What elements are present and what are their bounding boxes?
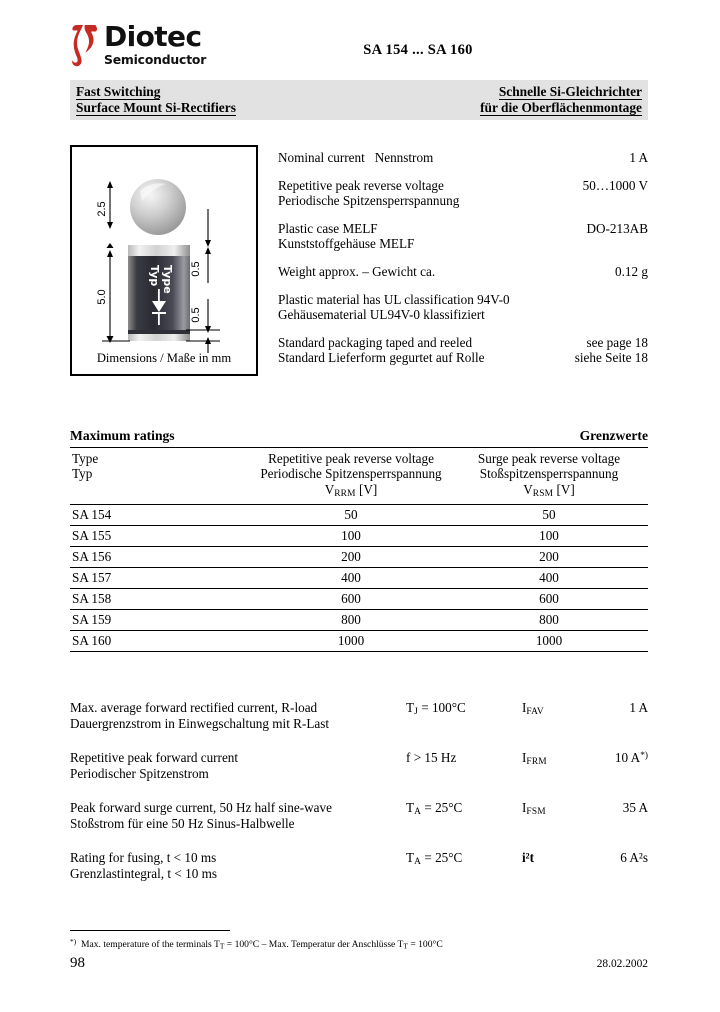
value-text: 1 A <box>629 700 648 715</box>
spec-label-de: Gehäusematerial UL94V-0 klassifiziert <box>278 307 485 323</box>
logo-subtitle: Semiconductor <box>104 52 207 67</box>
vrrm-unit: [V] <box>358 481 378 497</box>
title-de-line2-row <box>480 100 642 116</box>
footnote <box>70 936 648 953</box>
col-header-vrrm <box>252 448 450 505</box>
title-en-line1: Fast Switching <box>76 84 161 99</box>
param-value <box>623 800 648 816</box>
electrical-parameters <box>70 700 648 900</box>
footnote-divider <box>70 930 230 931</box>
param-desc-en: Max. average forward rectified current, R-load <box>70 700 318 715</box>
param-desc-de: Grenzlastintegral, t < 10 ms <box>70 865 217 881</box>
cell-type: SA 155 <box>70 526 252 547</box>
cond-rest: = 100°C <box>417 700 466 715</box>
vrsm-unit: [V] <box>556 481 575 497</box>
cell-type: SA 159 <box>70 610 252 631</box>
table-row <box>70 610 648 631</box>
cell-vrsm: 400 <box>450 568 648 589</box>
spec-weight <box>278 264 648 280</box>
param-condition <box>406 700 516 717</box>
cond-subscript: A <box>414 857 422 868</box>
col-header-vrsm <box>450 448 648 505</box>
param-symbol <box>522 850 592 866</box>
spec-label-de: Kunststoffgehäuse MELF <box>278 236 415 252</box>
spec-value: 50…1000 V <box>582 177 648 193</box>
param-symbol <box>522 800 592 817</box>
svg-text:0.5: 0.5 <box>190 307 202 323</box>
document-date: 28.02.2002 <box>596 958 648 970</box>
footnote-sub-b: T <box>403 941 408 951</box>
cond-symbol: f <box>406 750 411 765</box>
spec-label-en: Plastic case MELF <box>278 220 378 236</box>
svg-text:5.0: 5.0 <box>96 289 108 305</box>
table-row <box>70 505 648 526</box>
specifications-list <box>278 150 648 375</box>
param-row-iFAV <box>70 700 648 750</box>
cond-subscript: J <box>414 707 418 718</box>
cell-type: SA 154 <box>70 505 252 526</box>
spec-plastic-case <box>278 221 648 252</box>
param-desc-en: Repetitive peak forward current <box>70 750 239 765</box>
vrsm-sym: V <box>523 481 533 497</box>
param-description <box>70 750 400 781</box>
param-desc-de: Periodischer Spitzenstrom <box>70 765 209 781</box>
diotec-flame-icon <box>70 22 100 68</box>
spec-standard-packaging <box>278 335 648 366</box>
col-header-vrsm-de: Stoßspitzensperrspannung <box>479 466 619 482</box>
svg-text:0.5: 0.5 <box>190 261 202 277</box>
table-row <box>70 568 648 589</box>
spec-label-en: Nominal current <box>278 150 365 165</box>
diotec-logo <box>70 22 206 68</box>
page-number: 98 <box>70 955 85 971</box>
spec-label-de: Periodische Spitzensperrspannung <box>278 193 460 209</box>
table-row <box>70 631 648 652</box>
melf-package-drawing <box>72 147 256 374</box>
param-desc-en: Peak forward surge current, 50 Hz half sine-wave <box>70 800 332 815</box>
cell-vrsm: 200 <box>450 547 648 568</box>
cell-vrrm: 100 <box>252 526 450 547</box>
cond-symbol: T <box>406 700 415 715</box>
cell-type: SA 156 <box>70 547 252 568</box>
table-row <box>70 547 648 568</box>
package-drawing-box <box>70 145 258 376</box>
param-symbol <box>522 700 592 717</box>
spec-ul-classification <box>278 292 648 323</box>
logo-wordmark <box>104 22 206 67</box>
col-header-type <box>70 448 252 505</box>
spec-label-en: Plastic material has UL classification 94V-0 <box>278 291 510 307</box>
cell-vrrm: 600 <box>252 589 450 610</box>
footnote-marker: *) <box>70 937 77 946</box>
param-condition <box>406 850 516 867</box>
title-band-german <box>480 84 642 116</box>
title-band <box>70 80 648 120</box>
cell-vrrm: 400 <box>252 568 450 589</box>
symbol-subscript: FAV <box>526 707 544 718</box>
param-row-i2t <box>70 850 648 900</box>
title-de-line1-row <box>480 84 642 100</box>
ratings-title-en: Maximum ratings <box>70 428 175 443</box>
spec-value-de: siehe Seite 18 <box>574 350 648 366</box>
footnote-sub-a: T <box>219 941 225 951</box>
table-row <box>70 526 648 547</box>
symbol-base: I <box>522 700 527 715</box>
spec-label: Weight approx. – Gewicht ca. <box>278 263 436 279</box>
spec-value-en: see page 18 <box>586 334 648 350</box>
param-condition <box>406 800 516 817</box>
cond-subscript: A <box>414 807 422 818</box>
param-row-iFSM <box>70 800 648 850</box>
cond-symbol: T <box>406 800 415 815</box>
title-en-line2: Surface Mount Si-Rectifiers <box>76 100 236 115</box>
spec-value: DO-213AB <box>586 220 648 236</box>
part-number-range: SA 154 ... SA 160 <box>363 42 473 58</box>
param-desc-de: Dauergrenzstrom in Einwegschaltung mit R-Last <box>70 715 330 731</box>
maximum-ratings-section <box>70 428 648 652</box>
cell-vrsm: 1000 <box>450 631 648 652</box>
cell-vrrm: 800 <box>252 610 450 631</box>
title-band-english <box>76 84 236 116</box>
cell-vrsm: 50 <box>450 505 648 526</box>
title-en-line1-row <box>76 84 236 100</box>
cond-rest: > 15 Hz <box>410 750 457 765</box>
cell-vrsm: 600 <box>450 589 648 610</box>
svg-text:Typ: Typ <box>148 265 161 287</box>
title-de-line2: für die Oberflächenmontage <box>480 100 642 115</box>
spec-label <box>278 292 648 323</box>
logo-name: Diotec <box>104 20 202 53</box>
table-row <box>70 589 648 610</box>
col-header-type-de: Typ <box>72 466 93 482</box>
spec-label <box>278 150 648 166</box>
col-header-vrrm-symbol <box>325 482 378 497</box>
cond-rest: = 25°C <box>421 800 463 815</box>
col-header-vrsm-symbol <box>523 482 575 497</box>
cell-vrrm: 50 <box>252 505 450 526</box>
footnote-text-a: Max. temperature of the terminals T <box>80 939 220 951</box>
param-value <box>615 750 648 766</box>
col-header-vrsm-en: Surge peak reverse voltage <box>477 451 621 466</box>
svg-text:2.5: 2.5 <box>96 201 108 217</box>
param-desc-en: Rating for fusing, t < 10 ms <box>70 850 217 865</box>
footnote-text-c: = 100°C <box>407 939 443 951</box>
vrrm-sub: RRM <box>334 488 356 499</box>
cell-vrsm: 100 <box>450 526 648 547</box>
spec-label-de: Standard Lieferform gegurtet auf Rolle <box>278 350 485 366</box>
spec-label-en: Standard packaging taped and reeled <box>278 334 473 350</box>
col-header-type-en: Type <box>72 451 99 466</box>
ratings-table <box>70 448 648 652</box>
ratings-title-row <box>70 428 648 448</box>
spec-nominal-current <box>278 150 648 166</box>
drawing-caption: Dimensions / Maße in mm <box>96 351 232 365</box>
svg-text:Type: Type <box>161 265 174 294</box>
col-header-vrrm-en: Repetitive peak reverse voltage <box>268 451 434 466</box>
spec-value: 0.12 g <box>615 263 648 279</box>
value-text: 35 A <box>622 800 648 815</box>
param-condition <box>406 750 516 767</box>
vrrm-sym: V <box>324 481 335 497</box>
cell-type: SA 160 <box>70 631 252 652</box>
title-en-line2-row <box>76 100 236 116</box>
ratings-table-head <box>70 448 648 505</box>
cell-vrrm: 1000 <box>252 631 450 652</box>
footnote-text-b: = 100°C – Max. Temperatur der Anschlüsse <box>224 939 398 951</box>
value-text: 10 A <box>614 750 641 765</box>
symbol-subscript: FSM <box>526 807 546 818</box>
title-de-line1: Schnelle Si-Gleichrichter <box>498 84 642 99</box>
footnote-sym-b: T <box>397 939 404 951</box>
param-row-iFRM <box>70 750 648 800</box>
masthead <box>70 20 648 76</box>
ratings-table-body <box>70 505 648 652</box>
spec-label-de: Nennstrom <box>374 150 434 165</box>
cond-symbol: T <box>406 850 415 865</box>
symbol-base: i²t <box>522 850 535 865</box>
symbol-subscript: FRM <box>526 757 547 768</box>
param-desc-de: Stoßstrom für eine 50 Hz Sinus-Halbwelle <box>70 815 295 831</box>
spec-value <box>575 335 648 366</box>
cond-rest: = 25°C <box>421 850 463 865</box>
param-description <box>70 850 400 881</box>
col-header-vrrm-de: Periodische Spitzensperrspannung <box>260 466 442 482</box>
ratings-title-de: Grenzwerte <box>579 428 648 443</box>
value-text: 6 A²s <box>620 850 648 865</box>
symbol-base: I <box>522 800 527 815</box>
value-footnote-marker: *) <box>640 751 648 762</box>
param-value <box>629 700 648 716</box>
table-header-row <box>70 448 648 505</box>
param-value <box>620 850 648 866</box>
spec-value: 1 A <box>629 150 648 165</box>
spec-label-en: Repetitive peak reverse voltage <box>278 177 444 193</box>
cell-type: SA 158 <box>70 589 252 610</box>
cell-vrsm: 800 <box>450 610 648 631</box>
symbol-base: I <box>522 750 527 765</box>
cell-type: SA 157 <box>70 568 252 589</box>
param-symbol <box>522 750 592 767</box>
vrsm-sub: RSM <box>532 488 554 499</box>
cell-vrrm: 200 <box>252 547 450 568</box>
spec-repetitive-peak-reverse-voltage <box>278 178 648 209</box>
param-description <box>70 800 400 831</box>
param-description <box>70 700 400 731</box>
